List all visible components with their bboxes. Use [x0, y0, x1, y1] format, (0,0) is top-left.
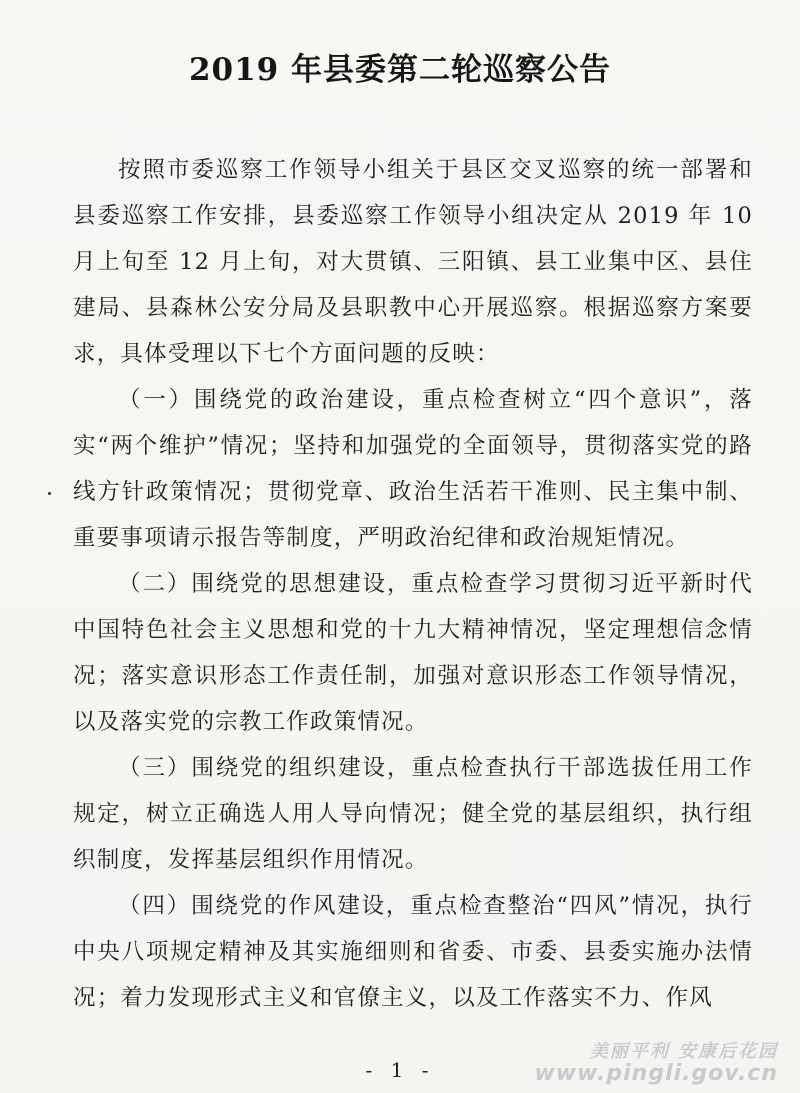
margin-speck	[48, 492, 51, 495]
watermark-slogan: 美丽平利 安康后花园	[589, 1041, 778, 1062]
paragraph-item-2: （二）围绕党的思想建设，重点检查学习贯彻习近平新时代中国特色社会主义思想和党的十九大精神情况，坚定理想信念情况；落实意识形态工作责任制，加强对意识形态工作领导情况，以及落实党的宗教工作政策情况。	[73, 571, 753, 735]
watermark-url: www.pingli.gov.cn	[534, 1061, 778, 1086]
paragraph-item-1: （一）围绕党的政治建设，重点检查树立“四个意识”，落实“两个维护”情况；坚持和加强党的全面领导，贯彻落实党的路线方针政策情况；贯彻党章、政治生活若干准则、民主集中制、重要事项请示报告等制度，严明政治纪律和政治规矩情况。	[73, 387, 753, 551]
document-body	[73, 147, 753, 1021]
paragraph-item-4: （四）围绕党的作风建设，重点检查整治“四风”情况，执行中央八项规定精神及其实施细则和省委、市委、县委实施办法情况；着力发现形式主义和官僚主义，以及工作落实不力、作风	[73, 893, 753, 1011]
document-title: 2019 年县委第二轮巡察公告	[188, 52, 612, 88]
paragraph-item-3: （三）围绕党的组织建设，重点检查执行干部选拔任用工作规定，树立正确选人用人导向情况；健全党的基层组织，执行组织制度，发挥基层组织作用情况。	[73, 755, 753, 873]
paragraph-intro: 按照市委巡察工作领导小组关于县区交叉巡察的统一部署和县委巡察工作安排，县委巡察工作领导小组决定从 2019 年 10 月上旬至 12 月上旬，对大贯镇、三阳镇、县工业集中区、县住建局、县森林公安分局及县职教中心开展巡察。根据巡察方案要求，具体受理以下七个方面问题的反映：	[73, 157, 753, 367]
page-number: - 1 -	[365, 1058, 435, 1082]
